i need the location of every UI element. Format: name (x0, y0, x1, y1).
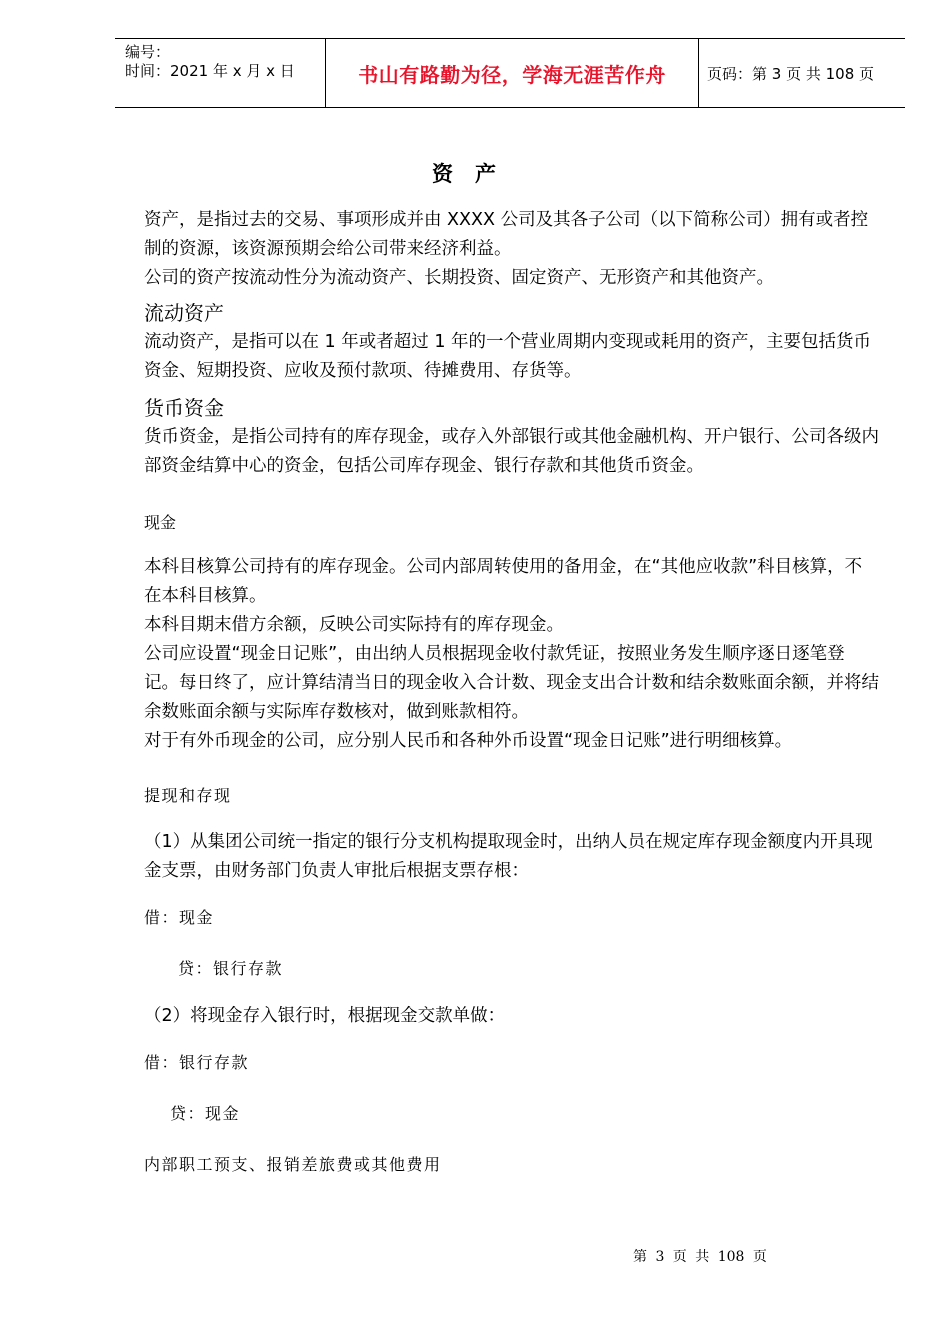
current-assets-section (144, 298, 879, 386)
deposit-item-2-text: （2）将现金存入银行时，根据现金交款单做： (144, 1006, 506, 1026)
cash-paragraph-2: 本科目期末借方余额，反映公司实际持有的库存现金。 (144, 615, 564, 635)
deposit-item-2-credit: 贷：现金 (170, 1104, 241, 1123)
header-page-cell (699, 39, 906, 108)
deposit-item-2 (144, 1002, 879, 1031)
page-footer: 第 3 页 共 108 页 (633, 1249, 767, 1265)
withdraw-deposit-heading: 提现和存现 (144, 786, 232, 805)
intro-paragraph-2: 公司的资产按流动性分为流动资产、长期投资、固定资产、无形资产和其他资产。 (144, 268, 774, 288)
monetary-funds-section (144, 393, 879, 481)
withdraw-item-1-credit: 贷：银行存款 (178, 959, 284, 978)
current-assets-heading: 流动资产 (144, 301, 224, 325)
cash-paragraph-4: 对于有外币现金的公司，应分别人民币和各种外币设置“现金日记账”进行明细核算。 (144, 731, 793, 751)
deposit-item-2-debit: 借：银行存款 (144, 1053, 250, 1072)
intro-paragraph-1: 资产，是指过去的交易、事项形成并由 XXXX 公司及其各子公司（以下简称公司）拥有或者控制的资源，该资源预期会给公司带来经济利益。 (144, 210, 869, 259)
monetary-funds-heading: 货币资金 (144, 396, 224, 420)
withdraw-item-1-debit: 借：现金 (144, 908, 215, 927)
header-page-number: 页码：第 3 页 共 108 页 (707, 64, 875, 83)
current-assets-text: 流动资产，是指可以在 1 年或者超过 1 年的一个营业周期内变现或耗用的资产，主要包括货币资金、短期投资、应收及预付款项、待摊费用、存货等。 (144, 332, 872, 381)
cash-paragraph-1: 本科目核算公司持有的库存现金。公司内部周转使用的备用金，在“其他应收款”科目核算，不在本科目核算。 (144, 557, 863, 606)
page-title: 资产 (432, 161, 518, 186)
header-motto-cell (326, 39, 699, 108)
cash-paragraph-3: 公司应设置“现金日记账”，由出纳人员根据现金收付款凭证，按照业务发生顺序逐日逐笔登记。每日终了，应计算结清当日的现金收入合计数、现金支出合计数和结余数账面余额，并将结余数账面余额与实际库存数核对，做到账款相符。 (144, 644, 879, 722)
document-date-label: 时间：2021 年 x 月 x 日 (125, 62, 295, 80)
withdraw-item-1-text: （1）从集团公司统一指定的银行分支机构提取现金时，出纳人员在规定库存现金额度内开具现金支票，由财务部门负责人审批后根据支票存根： (144, 832, 873, 881)
document-number-label: 编号： (125, 43, 171, 61)
intro-section (144, 206, 879, 293)
monetary-funds-text: 货币资金，是指公司持有的库存现金，或存入外部银行或其他金融机构、开户银行、公司各级内部资金结算中心的资金，包括公司库存现金、银行存款和其他货币资金。 (144, 427, 879, 476)
header-motto: 书山有路勤为径，学海无涯苦作舟 (358, 62, 666, 87)
page-header (115, 38, 905, 108)
header-meta (115, 39, 326, 108)
cash-heading-block (144, 508, 879, 537)
cash-heading: 现金 (144, 513, 177, 532)
withdraw-item-1 (144, 828, 879, 886)
next-section-heading: 内部职工预支、报销差旅费或其他费用 (144, 1155, 442, 1174)
cash-section (144, 553, 879, 756)
